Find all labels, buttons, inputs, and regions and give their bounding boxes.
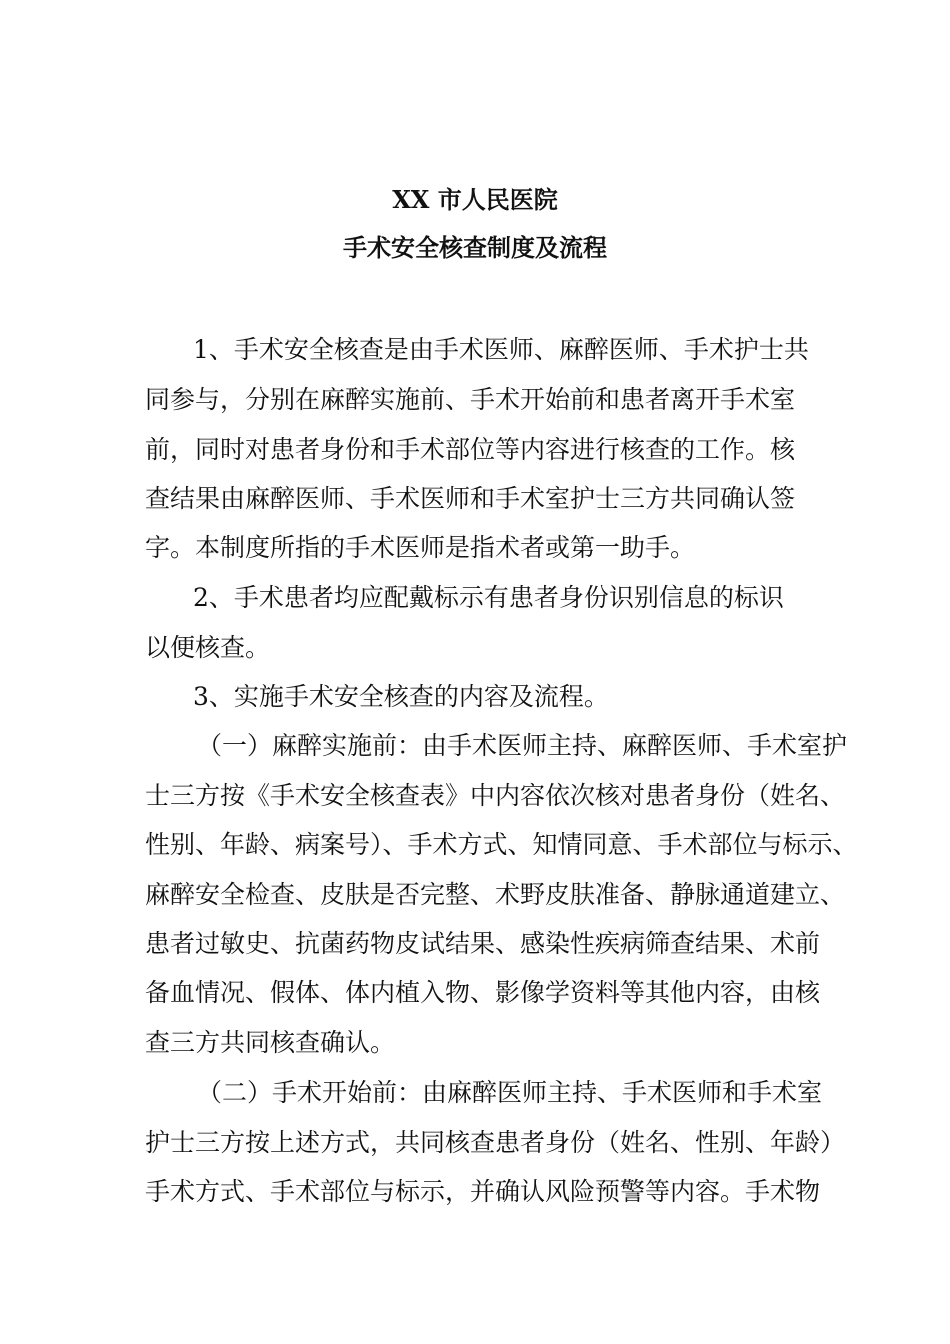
paragraph-4-line-5: 患者过敏史、抗菌药物皮试结果、感染性疾病筛查结果、术前: [145, 929, 821, 958]
paragraph-1-line-4: 查结果由麻醉医师、手术医师和手术室护士三方共同确认签: [145, 484, 796, 513]
paragraph-4-line-3: 性别、年龄、病案号）、手术方式、知情同意、手术部位与标示、: [145, 830, 858, 859]
paragraph-4-line-4: 麻醉安全检查、皮肤是否完整、术野皮肤准备、静脉通道建立、: [145, 880, 846, 909]
paragraph-5-line-3: 手术方式、手术部位与标示，并确认风险预警等内容。手术物: [145, 1177, 821, 1206]
document-title: 手术安全核查制度及流程: [343, 233, 607, 262]
hospital-title: XX 市人民医院: [392, 185, 558, 214]
paragraph-1-line-2: 同参与，分别在麻醉实施前、手术开始前和患者离开手术室: [145, 385, 796, 414]
paragraph-4-line-2: 士三方按《手术安全核查表》中内容依次核对患者身份（姓名、: [145, 781, 846, 810]
paragraph-2-line-1: 2、手术患者均应配戴标示有患者身份识别信息的标识: [193, 583, 784, 612]
paragraph-5-line-2: 护士三方按上述方式，共同核查患者身份（姓名、性别、年龄）: [145, 1128, 846, 1157]
paragraph-2-line-2: 以便核查。: [145, 633, 271, 662]
paragraph-4-line-1: （一）麻醉实施前：由手术医师主持、麻醉医师、手术室护: [197, 731, 848, 760]
paragraph-4-line-6: 备血情况、假体、体内植入物、影像学资料等其他内容，由核: [145, 978, 821, 1007]
paragraph-1-line-5: 字。本制度所指的手术医师是指术者或第一助手。: [145, 533, 696, 562]
paragraph-4-line-7: 查三方共同核查确认。: [145, 1028, 396, 1057]
paragraph-3-line-1: 3、实施手术安全核查的内容及流程。: [193, 682, 609, 711]
paragraph-1-line-3: 前，同时对患者身份和手术部位等内容进行核查的工作。核: [145, 435, 796, 464]
paragraph-5-line-1: （二）手术开始前：由麻醉医师主持、手术医师和手术室: [197, 1078, 823, 1107]
paragraph-1-line-1: 1、手术安全核查是由手术医师、麻醉医师、手术护士共: [193, 335, 809, 364]
